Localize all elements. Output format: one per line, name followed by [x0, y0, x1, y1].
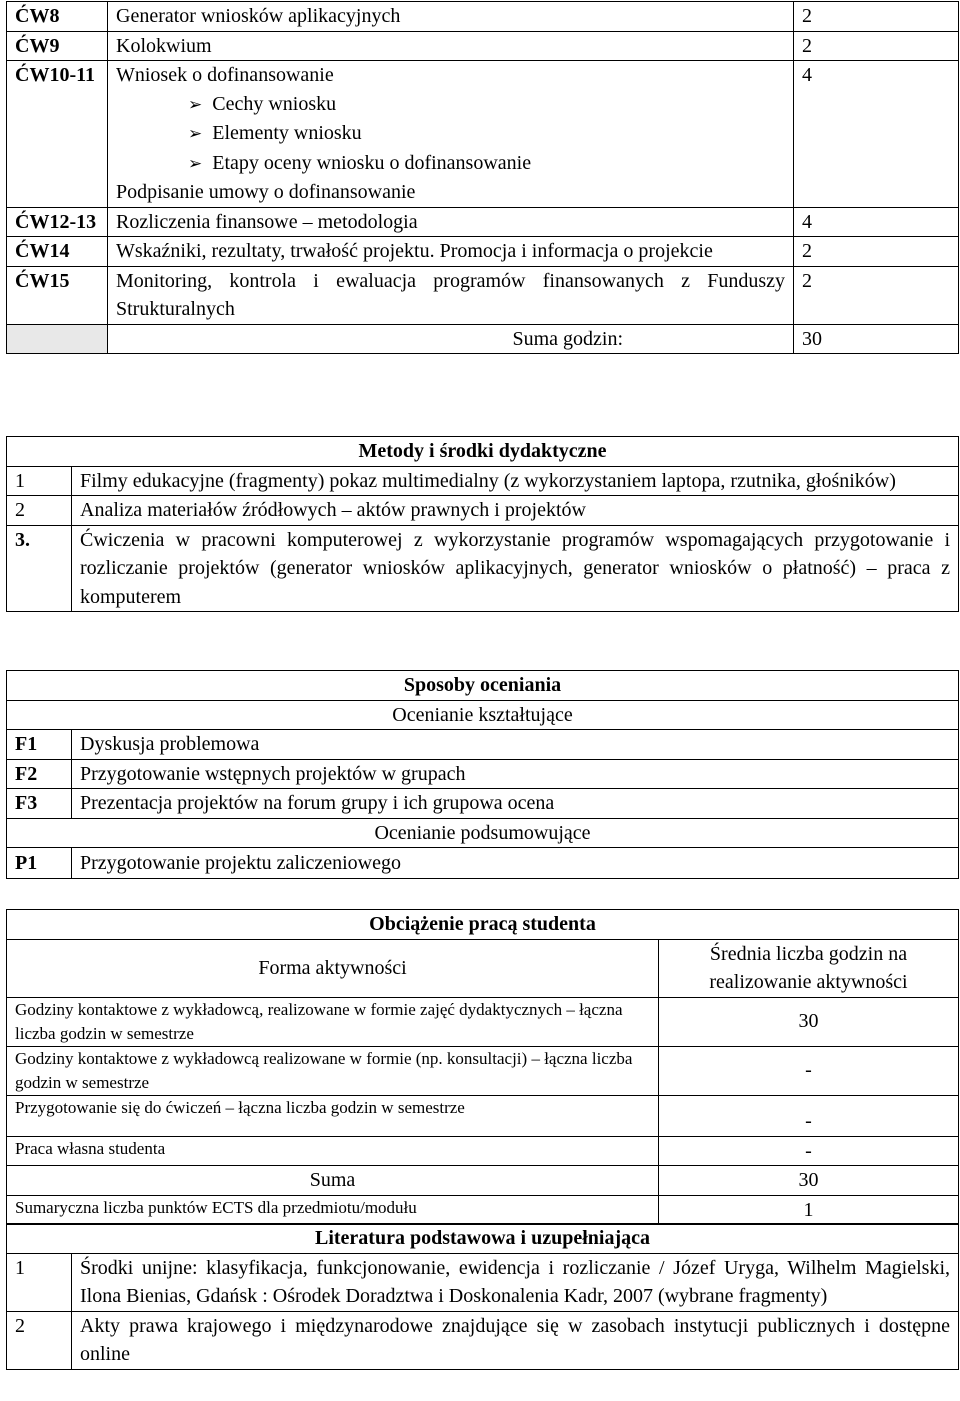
exercise-hours: 4 — [794, 61, 959, 208]
table-row — [7, 848, 959, 879]
exercise-hours: 2 — [794, 31, 959, 61]
grading-code: P1 — [7, 848, 72, 879]
grading-table — [6, 670, 959, 879]
grading-text: Przygotowanie projektu zaliczeniowego — [72, 848, 959, 879]
item-number: 3. — [7, 525, 72, 612]
method-text: Filmy edukacyjne (fragmenty) pokaz multimedialny (z wykorzystaniem laptopa, rzutnika, głośników) — [72, 466, 959, 496]
exercise-code: ĆW8 — [7, 2, 108, 32]
bullet-text: Cechy wniosku — [212, 92, 337, 115]
exercise-code: ĆW10-11 — [7, 61, 108, 208]
methods-table — [6, 436, 959, 612]
workload-label: Godziny kontaktowe z wykładowcą, realizowane w formie zajęć dydaktycznych – łączna liczba godzin w semestrze — [7, 997, 659, 1046]
workload-value: - — [659, 1046, 959, 1095]
table-row — [7, 2, 959, 32]
exercise-topic: Kolokwium — [108, 31, 794, 61]
item-number: 2 — [7, 1311, 72, 1369]
table-row — [7, 671, 959, 701]
table-row — [7, 1311, 959, 1369]
grading-code: F1 — [7, 730, 72, 760]
exercise-code: ĆW9 — [7, 31, 108, 61]
sum-label: Suma godzin: — [108, 324, 794, 354]
table-row — [7, 266, 959, 324]
table-row — [7, 1253, 959, 1311]
table-row — [7, 1046, 959, 1095]
grading-title: Sposoby oceniania — [7, 671, 959, 701]
table-row — [7, 789, 959, 819]
table-row — [7, 437, 959, 467]
grading-text: Przygotowanie wstępnych projektów w grupach — [72, 759, 959, 789]
workload-sum-label: Suma — [7, 1166, 659, 1196]
sum-value: 30 — [794, 324, 959, 354]
table-row — [7, 496, 959, 526]
ects-value: 1 — [659, 1195, 959, 1225]
grading-text: Dyskusja problemowa — [72, 730, 959, 760]
arrow-bullet-icon: ➢ — [188, 124, 203, 144]
exercise-topic: Wskaźniki, rezultaty, trwałość projektu. Promocja i informacja o projekcie — [108, 237, 794, 267]
table-row — [7, 759, 959, 789]
grading-code: F2 — [7, 759, 72, 789]
workload-label: Przygotowanie się do ćwiczeń – łączna liczba godzin w semestrze — [7, 1095, 659, 1136]
table-row — [7, 700, 959, 730]
exercise-hours: 2 — [794, 237, 959, 267]
workload-value: 30 — [659, 997, 959, 1046]
literature-text: Środki unijne: klasyfikacja, funkcjonowanie, ewidencja i rozliczanie / Józef Uryga, Wilhelm Magielski, Ilona Bienias, Gdańsk : Ośrodek Doradztwa i Doskonalenia Kadr, 2007 (wybrane fragmenty) — [72, 1253, 959, 1311]
method-text: Ćwiczenia w pracowni komputerowej z wykorzystanie programów wspomagających przygotowanie i rozliczanie projektów (generator wniosków aplikacyjnych, generator wniosków o płatność) – praca z komputerem — [72, 525, 959, 612]
exercise-topic-extra: Podpisanie umowy o dofinansowanie — [116, 181, 416, 203]
item-number: 1 — [7, 1253, 72, 1311]
exercise-code: ĆW12-13 — [7, 207, 108, 237]
bullet-item — [116, 119, 785, 149]
workload-label: Praca własna studenta — [7, 1136, 659, 1166]
table-row — [7, 525, 959, 612]
grading-code: F3 — [7, 789, 72, 819]
literature-title: Literatura podstawowa i uzupełniająca — [7, 1224, 959, 1254]
workload-value: - — [659, 1136, 959, 1166]
workload-value: - — [659, 1095, 959, 1136]
method-text: Analiza materiałów źródłowych – aktów prawnych i projektów — [72, 496, 959, 526]
table-row — [7, 997, 959, 1046]
table-row — [7, 818, 959, 848]
formative-title: Ocenianie kształtujące — [7, 700, 959, 730]
exercise-hours: 2 — [794, 266, 959, 324]
empty-cell — [7, 324, 108, 354]
table-row — [7, 1166, 959, 1196]
methods-title: Metody i środki dydaktyczne — [7, 437, 959, 467]
literature-text: Akty prawa krajowego i międzynarodowe znajdujące się w zasobach instytucji publicznych i dostępne online — [72, 1311, 959, 1369]
grading-text: Prezentacja projektów na forum grupy i ich grupowa ocena — [72, 789, 959, 819]
table-row — [7, 466, 959, 496]
exercise-hours: 2 — [794, 2, 959, 32]
table-row — [7, 1224, 959, 1254]
item-number: 2 — [7, 496, 72, 526]
exercises-table — [6, 1, 959, 354]
arrow-bullet-icon: ➢ — [188, 94, 203, 115]
workload-col-header: Średnia liczba godzin na realizowanie aktywności — [659, 939, 959, 997]
table-row — [7, 207, 959, 237]
table-row — [7, 939, 959, 997]
exercise-code: ĆW15 — [7, 266, 108, 324]
exercise-topic — [108, 61, 794, 208]
workload-label: Godziny kontaktowe z wykładowcą realizowane w formie (np. konsultacji) – łączna liczba godzin w semestrze — [7, 1046, 659, 1095]
workload-sum-value: 30 — [659, 1166, 959, 1196]
bullet-text: Elementy wniosku — [212, 122, 362, 144]
table-row — [7, 730, 959, 760]
item-number: 1 — [7, 466, 72, 496]
summative-title: Ocenianie podsumowujące — [7, 818, 959, 848]
table-row — [7, 1136, 959, 1166]
arrow-bullet-icon: ➢ — [188, 153, 203, 174]
bullet-item — [116, 90, 785, 120]
table-row — [7, 1195, 959, 1225]
exercise-topic-main: Wniosek o dofinansowanie — [116, 64, 334, 86]
table-row — [7, 324, 959, 354]
bullet-item — [116, 149, 785, 179]
table-row — [7, 237, 959, 267]
exercise-topic: Monitoring, kontrola i ewaluacja programów finansowanych z Funduszy Strukturalnych — [108, 266, 794, 324]
workload-col-header: Forma aktywności — [7, 939, 659, 997]
table-row — [7, 31, 959, 61]
exercise-topic: Generator wniosków aplikacyjnych — [108, 2, 794, 32]
table-row — [7, 61, 959, 208]
exercise-topic: Rozliczenia finansowe – metodologia — [108, 207, 794, 237]
workload-title: Obciążenie pracą studenta — [7, 910, 959, 940]
workload-table — [6, 909, 959, 1225]
bullet-text: Etapy oceny wniosku o dofinansowanie — [212, 151, 532, 174]
table-row — [7, 1095, 959, 1136]
ects-label: Sumaryczna liczba punktów ECTS dla przedmiotu/modułu — [7, 1195, 659, 1225]
exercise-code: ĆW14 — [7, 237, 108, 267]
table-row — [7, 910, 959, 940]
literature-table — [6, 1223, 959, 1370]
exercise-hours: 4 — [794, 207, 959, 237]
